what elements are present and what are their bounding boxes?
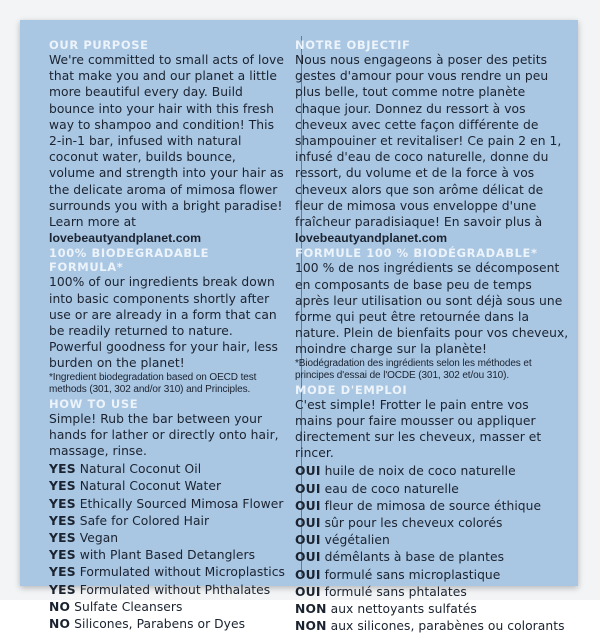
claim-keyword-fr: OUI <box>295 498 321 513</box>
claim-text: Silicones, Parabens or Dyes <box>74 617 246 632</box>
claims-list <box>49 461 285 633</box>
biodegradable-heading-fr: FORMULE 100 % BIODÉGRADABLE* <box>295 246 538 261</box>
claim-keyword: YES <box>49 479 76 494</box>
claim-text-fr: aux silicones, parabènes ou colorants <box>330 619 565 634</box>
biodegradable-footnote-fr: *Biodégradation des ingrédients selon les méthodes et principes d'essai de l'OCDE (301, 302 et/ou 310). <box>295 357 532 382</box>
claim-text-fr: aux nettoyants sulfatés <box>330 602 477 617</box>
claim-keyword: YES <box>49 462 76 477</box>
biodegradable-heading: 100% BIODEGRADABLE FORMULA* <box>49 246 210 275</box>
claim-text: with Plant Based Detanglers <box>79 548 256 563</box>
purpose-body: We're committed to small acts of love that make you and our planet a little more beautiful every day. Build bounce into your hair with this fresh way to shampoo and condition! This 2-in-1 bar, infused with natural coconut water, builds bounce, volume and strength into your hair as the delicate aroma of mimosa flower surrounds you with a bright paradise! Learn more at <box>49 53 284 230</box>
claim-keyword-fr: OUI <box>295 464 321 479</box>
claim-keyword: NO <box>49 599 71 614</box>
biodegradable-text: 100% of our ingredients break down into basic components shortly after use or are already in a form that can be readily returned to nature. Powerful goodness for your hair, less burden on the planet! <box>49 275 279 371</box>
purpose-heading: OUR PURPOSE <box>49 38 149 52</box>
claim-item-fr <box>295 498 569 515</box>
howto-heading-fr: MODE D'EMPLOI <box>295 382 408 397</box>
howto-text-fr: C'est simple! Frotter le pain entre vos mains pour faire mousser ou appliquer directement sur les cheveux, masser et rincer. <box>295 397 542 461</box>
claim-item <box>49 513 285 530</box>
claim-keyword-fr: OUI <box>295 533 321 548</box>
claim-text-fr: eau de coco naturelle <box>324 481 459 496</box>
claim-text-fr: huile de noix de coco naturelle <box>324 464 516 479</box>
claim-item <box>49 496 285 513</box>
claim-keyword-fr: OUI <box>295 584 321 599</box>
biodegradable-text-fr: 100 % de nos ingrédients se décomposent en composants de base peu de temps après leur utilisation ou sont déjà sous une forme qui peut être retournée dans la nature. Plein de bienfaits pour vos cheveux, moindre charge sur la planète! <box>295 261 569 357</box>
claim-keyword-fr: OUI <box>295 550 321 565</box>
purpose-body-fr: Nous nous engageons à poser des petits gestes d'amour pour vous rendre un peu plus belle, tout comme notre planète chaque jour. Donnez du ressort à vos cheveux avec cette façon différente de shampouiner et revitaliser! Ce pain 2 en 1, infusé d'eau de coco naturelle, donne du ressort, du volume et de la force à vos cheveux alors que son arôme délicat de fleur de mimosa vous enveloppe d'une fraîcheur paradisiaque! En savoir plus à <box>295 53 562 230</box>
biodegradable-footnote: *Ingredient biodegradation based on OECD test methods (301, 302 and/or 310) and Principles. <box>49 371 257 396</box>
claim-keyword: YES <box>49 531 76 546</box>
claim-item <box>49 461 285 478</box>
claim-text: Safe for Colored Hair <box>79 513 210 528</box>
claims-list-fr <box>295 463 569 635</box>
claim-text-fr: végétalien <box>324 533 390 548</box>
purpose-text-fr <box>295 52 569 246</box>
product-label-panel <box>20 20 578 634</box>
claim-text: Ethically Sourced Mimosa Flower <box>79 496 284 511</box>
claim-item <box>49 616 285 633</box>
claim-keyword-fr: NON <box>295 619 327 634</box>
claim-text-fr: fleur de mimosa de source éthique <box>324 498 542 513</box>
claim-keyword-fr: OUI <box>295 516 321 531</box>
claim-text-fr: démêlants à base de plantes <box>324 550 505 565</box>
website-url-fr: lovebeautyandplanet.com <box>295 231 448 246</box>
claim-keyword: YES <box>49 565 76 580</box>
claim-item <box>49 564 285 581</box>
claim-keyword: YES <box>49 548 76 563</box>
claim-item-fr <box>295 463 569 480</box>
claim-item-fr <box>295 481 569 498</box>
claim-keyword: NO <box>49 617 71 632</box>
claim-item-fr <box>295 549 569 566</box>
purpose-heading-fr: NOTRE OBJECTIF <box>295 38 411 52</box>
purpose-text <box>49 52 285 246</box>
french-column <box>295 38 569 636</box>
claim-keyword-fr: OUI <box>295 567 321 582</box>
claim-item-fr <box>295 584 569 601</box>
claim-text: Natural Coconut Water <box>79 479 222 494</box>
claim-keyword: YES <box>49 582 76 597</box>
claim-keyword: YES <box>49 496 76 511</box>
claim-item-fr <box>295 601 569 618</box>
claim-item-fr <box>295 567 569 584</box>
claim-text: Natural Coconut Oil <box>79 462 202 477</box>
claim-text: Vegan <box>79 531 119 546</box>
claim-item-fr <box>295 532 569 549</box>
claim-keyword-fr: NON <box>295 602 327 617</box>
claim-text-fr: sûr pour les cheveux colorés <box>324 516 503 531</box>
claim-item <box>49 599 285 616</box>
claim-item <box>49 478 285 495</box>
claim-text-fr: formulé sans phtalates <box>324 584 467 599</box>
claim-text: Sulfate Cleansers <box>74 599 183 614</box>
english-column <box>49 38 285 633</box>
claim-item-fr <box>295 515 569 532</box>
claim-text: Formulated without Microplastics <box>79 565 285 580</box>
claim-keyword: YES <box>49 513 76 528</box>
claim-item <box>49 530 285 547</box>
claim-text: Formulated without Phthalates <box>79 582 271 597</box>
claim-item <box>49 582 285 599</box>
claim-text-fr: formulé sans microplastique <box>324 567 501 582</box>
claim-item-fr <box>295 618 569 635</box>
howto-heading: HOW TO USE <box>49 396 139 411</box>
website-url: lovebeautyandplanet.com <box>49 231 202 246</box>
claim-keyword-fr: OUI <box>295 481 321 496</box>
howto-text: Simple! Rub the bar between your hands for lather or directly onto hair, massage, rinse. <box>49 411 279 459</box>
claim-item <box>49 547 285 564</box>
